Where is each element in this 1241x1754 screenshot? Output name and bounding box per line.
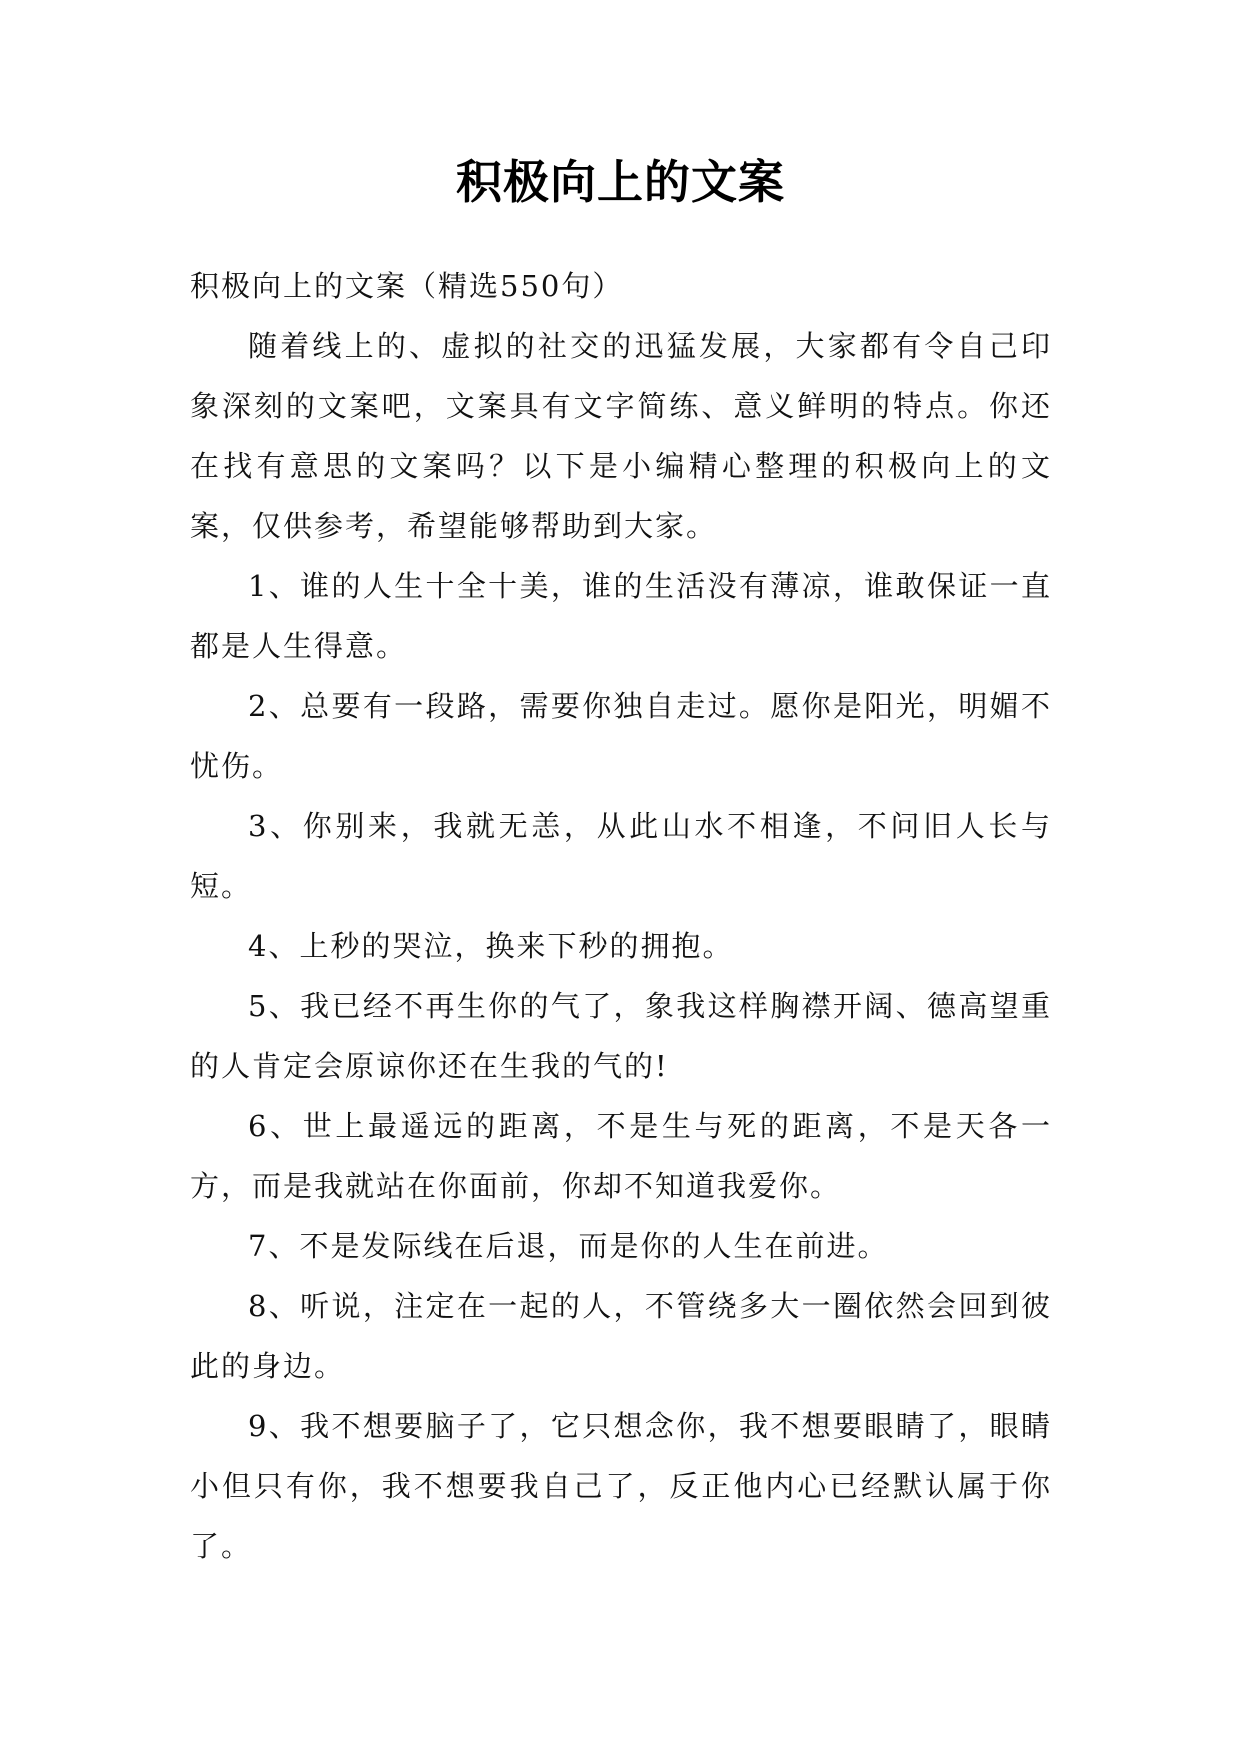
list-item: 7、不是发际线在后退，而是你的人生在前进。	[248, 1229, 889, 1263]
list-item: 3、你别来，我就无恙，从此山水不相逢，不问旧人长与短。	[190, 809, 1052, 903]
list-item: 6、世上最遥远的距离，不是生与死的距离，不是天各一方，而是我就站在你面前，你却不知道我爱你。	[190, 1109, 1052, 1203]
list-item: 5、我已经不再生你的气了，象我这样胸襟开阔、德高望重的人肯定会原谅你还在生我的气的!	[190, 989, 1052, 1083]
list-item: 9、我不想要脑子了，它只想念你，我不想要眼睛了，眼睛小但只有你，我不想要我自己了，反正他内心已经默认属于你了。	[190, 1409, 1052, 1563]
list-item: 8、听说，注定在一起的人，不管绕多大一圈依然会回到彼此的身边。	[190, 1289, 1052, 1383]
list-item: 4、上秒的哭泣，换来下秒的拥抱。	[248, 929, 734, 963]
document-subtitle: 积极向上的文案（精选550句）	[190, 269, 624, 303]
intro-paragraph: 随着线上的、虚拟的社交的迅猛发展，大家都有令自己印象深刻的文案吧，文案具有文字简练、意义鲜明的特点。你还在找有意思的文案吗？以下是小编精心整理的积极向上的文案，仅供参考，希望能够帮助到大家。	[190, 329, 1052, 543]
list-item: 2、总要有一段路，需要你独自走过。愿你是阳光，明媚不忧伤。	[190, 689, 1052, 783]
document-title: 积极向上的文案	[456, 155, 785, 209]
list-item: 1、谁的人生十全十美，谁的生活没有薄凉，谁敢保证一直都是人生得意。	[190, 569, 1052, 663]
document-body	[190, 256, 1052, 1576]
